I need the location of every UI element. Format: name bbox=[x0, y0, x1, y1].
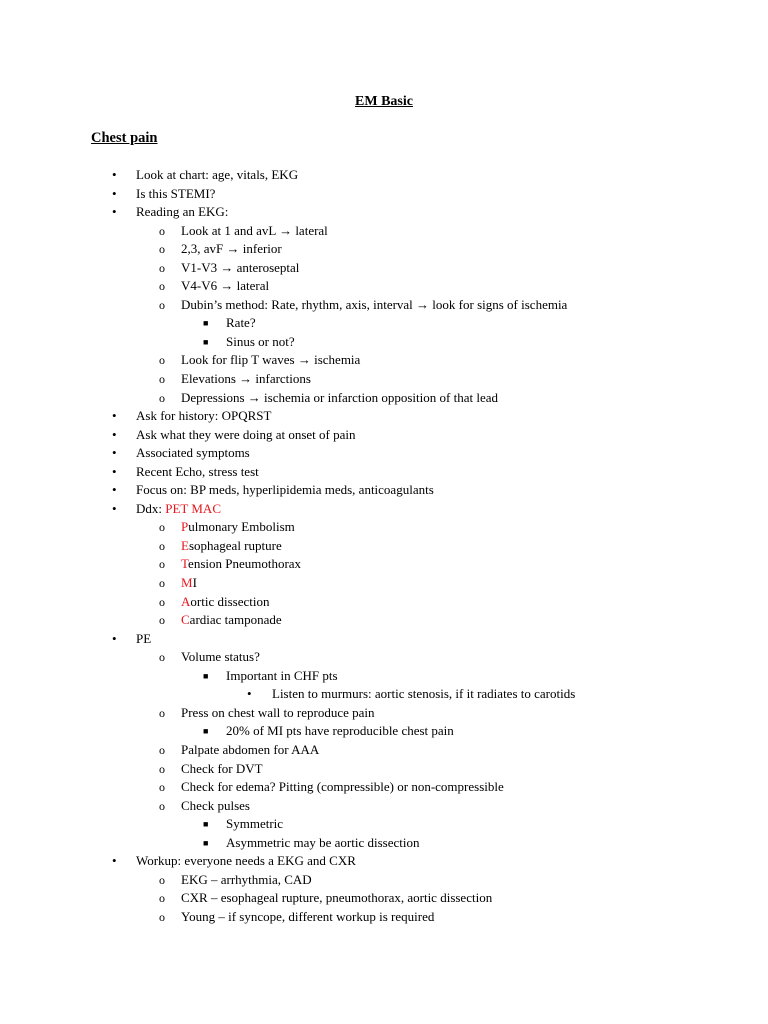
item-text: Listen to murmurs: aortic stenosis, if it radiates to carotids bbox=[272, 686, 576, 702]
bullet-marker: • bbox=[112, 630, 117, 646]
item-text: Sinus or not? bbox=[226, 333, 295, 349]
bullet-marker: • bbox=[112, 408, 117, 424]
list-item bbox=[0, 797, 768, 816]
bullet-marker: o bbox=[159, 891, 165, 906]
item-text-continued: sophageal rupture bbox=[188, 537, 282, 553]
list-item bbox=[0, 277, 768, 296]
list-item-text bbox=[226, 333, 295, 352]
list-item bbox=[0, 426, 768, 445]
list-item bbox=[0, 333, 768, 352]
list-item-text bbox=[136, 444, 250, 463]
list-item-text bbox=[181, 277, 269, 296]
bullet-marker: o bbox=[159, 520, 165, 535]
bullet-marker: • bbox=[112, 853, 117, 869]
item-text: Workup: everyone needs a EKG and CXR bbox=[136, 853, 356, 869]
item-text-continued: ardiac tamponade bbox=[189, 612, 282, 628]
list-item bbox=[0, 871, 768, 890]
item-text: 20% of MI pts have reproducible chest pain bbox=[226, 723, 454, 739]
item-text-continued: ortic dissection bbox=[190, 593, 270, 609]
list-item-text bbox=[181, 778, 504, 797]
bullet-marker: o bbox=[159, 742, 165, 757]
list-item bbox=[0, 593, 768, 612]
list-item-text bbox=[181, 240, 282, 259]
item-text: Rate? bbox=[226, 315, 256, 331]
bullet-marker: o bbox=[159, 613, 165, 628]
list-item bbox=[0, 296, 768, 315]
list-item bbox=[0, 760, 768, 779]
list-item-text bbox=[181, 574, 197, 593]
list-item-text bbox=[181, 370, 311, 389]
bullet-marker: o bbox=[159, 390, 165, 405]
bullet-marker: • bbox=[247, 686, 252, 702]
bullet-marker: o bbox=[159, 705, 165, 720]
list-item-text bbox=[136, 426, 356, 445]
list-item-text bbox=[181, 704, 375, 723]
list-item bbox=[0, 852, 768, 871]
bullet-marker: • bbox=[112, 167, 117, 182]
list-item bbox=[0, 741, 768, 760]
list-item-text bbox=[181, 222, 328, 241]
bullet-marker: o bbox=[159, 576, 165, 591]
list-item-text bbox=[226, 815, 283, 834]
bullet-marker: • bbox=[112, 463, 117, 479]
bullet-marker: o bbox=[159, 260, 165, 275]
item-text: Palpate abdomen for AAA bbox=[181, 741, 320, 757]
item-text: Asymmetric may be aortic dissection bbox=[226, 834, 420, 850]
item-text: Check for edema? Pitting (compressible) or non-compressible bbox=[181, 779, 504, 795]
bullet-marker: ■ bbox=[203, 819, 209, 830]
item-text: Look for flip T waves → ischemia bbox=[181, 352, 361, 368]
list-item bbox=[0, 834, 768, 853]
list-item-text bbox=[226, 314, 256, 333]
list-item bbox=[0, 203, 768, 222]
bullet-marker: • bbox=[112, 204, 117, 220]
list-item-text bbox=[181, 611, 282, 630]
list-item-text bbox=[181, 741, 319, 760]
bullet-marker: ■ bbox=[203, 837, 209, 848]
item-text: Important in CHF pts bbox=[226, 667, 338, 683]
item-text: EKG – arrhythmia, CAD bbox=[181, 871, 312, 887]
list-item bbox=[0, 889, 768, 908]
list-item-text bbox=[181, 797, 250, 816]
item-text: V4-V6 → lateral bbox=[181, 278, 270, 294]
list-item-text bbox=[136, 852, 356, 871]
list-item bbox=[0, 463, 768, 482]
list-item bbox=[0, 259, 768, 278]
bullet-marker: o bbox=[159, 223, 165, 238]
bullet-marker: o bbox=[159, 650, 165, 665]
item-text: Check pulses bbox=[181, 797, 250, 813]
item-text: V1-V3 → anteroseptal bbox=[181, 259, 300, 275]
list-item bbox=[0, 648, 768, 667]
list-item bbox=[0, 389, 768, 408]
list-item bbox=[0, 685, 768, 704]
bullet-marker: o bbox=[159, 557, 165, 572]
list-item bbox=[0, 407, 768, 426]
list-item bbox=[0, 537, 768, 556]
list-item-text bbox=[136, 166, 298, 185]
list-item-text bbox=[181, 389, 498, 408]
item-text: Associated symptoms bbox=[136, 445, 250, 461]
list-item bbox=[0, 500, 768, 519]
item-text: 2,3, avF → inferior bbox=[181, 241, 282, 257]
list-item bbox=[0, 444, 768, 463]
list-item bbox=[0, 518, 768, 537]
item-text: Is this STEMI? bbox=[136, 185, 216, 201]
list-item-text bbox=[226, 722, 454, 741]
bullet-marker: ■ bbox=[203, 318, 209, 329]
list-item-text bbox=[181, 871, 312, 890]
bullet-marker: • bbox=[112, 445, 117, 461]
list-item bbox=[0, 630, 768, 649]
item-text: PE bbox=[136, 630, 152, 646]
list-item-text bbox=[272, 685, 575, 704]
list-item bbox=[0, 815, 768, 834]
list-item bbox=[0, 667, 768, 686]
list-item bbox=[0, 611, 768, 630]
item-text: Depressions → ischemia or infarction opposition of that lead bbox=[181, 389, 498, 405]
list-item bbox=[0, 574, 768, 593]
bullet-marker: o bbox=[159, 279, 165, 294]
list-item bbox=[0, 166, 768, 185]
list-item-text bbox=[136, 481, 434, 500]
bullet-marker: o bbox=[159, 372, 165, 387]
item-text: Ask for history: OPQRST bbox=[136, 408, 272, 424]
bullet-marker: o bbox=[159, 872, 165, 887]
bullet-marker: ■ bbox=[203, 670, 209, 681]
highlighted-text: C bbox=[181, 612, 190, 628]
item-text: Volume status? bbox=[181, 649, 260, 665]
list-item-text bbox=[181, 760, 263, 779]
list-item-text bbox=[136, 407, 271, 426]
list-item-text bbox=[181, 889, 492, 908]
list-item-text bbox=[181, 296, 567, 315]
list-item-text bbox=[136, 630, 151, 649]
item-text-continued: ension Pneumothorax bbox=[188, 556, 302, 572]
highlighted-text: M bbox=[181, 575, 193, 591]
bullet-marker: • bbox=[112, 185, 117, 201]
item-text: Ddx: bbox=[136, 500, 166, 516]
item-text: Press on chest wall to reproduce pain bbox=[181, 704, 375, 720]
bullet-marker: ■ bbox=[203, 336, 209, 347]
item-text: CXR – esophageal rupture, pneumothorax, aortic dissection bbox=[181, 890, 493, 906]
list-item-text bbox=[226, 667, 338, 686]
list-item bbox=[0, 555, 768, 574]
list-item-text bbox=[136, 463, 259, 482]
highlighted-text: PET MAC bbox=[165, 500, 221, 516]
bullet-marker: o bbox=[159, 594, 165, 609]
item-text: Focus on: BP meds, hyperlipidemia meds, anticoagulants bbox=[136, 482, 434, 498]
list-item bbox=[0, 314, 768, 333]
list-item-text bbox=[226, 834, 420, 853]
item-text: Dubin’s method: Rate, rhythm, axis, interval → look for signs of ischemia bbox=[181, 296, 568, 312]
list-item bbox=[0, 370, 768, 389]
item-text-continued: ulmonary Embolism bbox=[188, 519, 295, 535]
list-item bbox=[0, 222, 768, 241]
list-item-text bbox=[181, 555, 301, 574]
item-text: Check for DVT bbox=[181, 760, 263, 776]
highlighted-text: A bbox=[181, 593, 191, 609]
bullet-marker: • bbox=[112, 426, 117, 442]
list-item bbox=[0, 778, 768, 797]
item-text: Young – if syncope, different workup is required bbox=[181, 908, 435, 924]
item-text: Elevations → infarctions bbox=[181, 371, 311, 387]
list-item-text bbox=[181, 351, 360, 370]
list-item-text bbox=[136, 500, 221, 519]
bullet-marker: o bbox=[159, 538, 165, 553]
item-text: Ask what they were doing at onset of pain bbox=[136, 426, 356, 442]
item-text: Symmetric bbox=[226, 816, 284, 832]
list-item bbox=[0, 185, 768, 204]
item-text: Recent Echo, stress test bbox=[136, 463, 259, 479]
item-text: Reading an EKG: bbox=[136, 204, 229, 220]
bullet-marker: o bbox=[159, 297, 165, 312]
list-item bbox=[0, 481, 768, 500]
list-item-text bbox=[181, 908, 434, 927]
bullet-marker: o bbox=[159, 761, 165, 776]
list-item-text bbox=[181, 593, 269, 612]
bullet-marker: • bbox=[112, 482, 117, 498]
document-title: EM Basic bbox=[355, 94, 413, 109]
bullet-marker: o bbox=[159, 798, 165, 813]
bullet-marker: o bbox=[159, 242, 165, 257]
section-heading: Chest pain bbox=[91, 130, 158, 146]
list-item-text bbox=[136, 185, 215, 204]
list-item bbox=[0, 908, 768, 927]
list-item bbox=[0, 704, 768, 723]
highlighted-text: T bbox=[181, 556, 189, 572]
bullet-marker: • bbox=[112, 500, 117, 516]
highlighted-text: P bbox=[181, 519, 189, 535]
bullet-marker: o bbox=[159, 909, 165, 924]
list-item bbox=[0, 351, 768, 370]
bullet-marker: o bbox=[159, 780, 165, 795]
list-item bbox=[0, 722, 768, 741]
list-item-text bbox=[136, 203, 228, 222]
item-text: Look at chart: age, vitals, EKG bbox=[136, 167, 299, 182]
item-text: Look at 1 and avL → lateral bbox=[181, 222, 328, 238]
highlighted-text: E bbox=[181, 537, 189, 553]
bullet-marker: o bbox=[159, 353, 165, 368]
list-item-text bbox=[181, 518, 295, 537]
list-item bbox=[0, 240, 768, 259]
list-item-text bbox=[181, 648, 260, 667]
list-item-text bbox=[181, 259, 299, 278]
item-text-continued: I bbox=[192, 575, 197, 591]
bullet-marker: ■ bbox=[203, 726, 209, 737]
list-item-text bbox=[181, 537, 282, 556]
notes-list bbox=[0, 166, 768, 926]
